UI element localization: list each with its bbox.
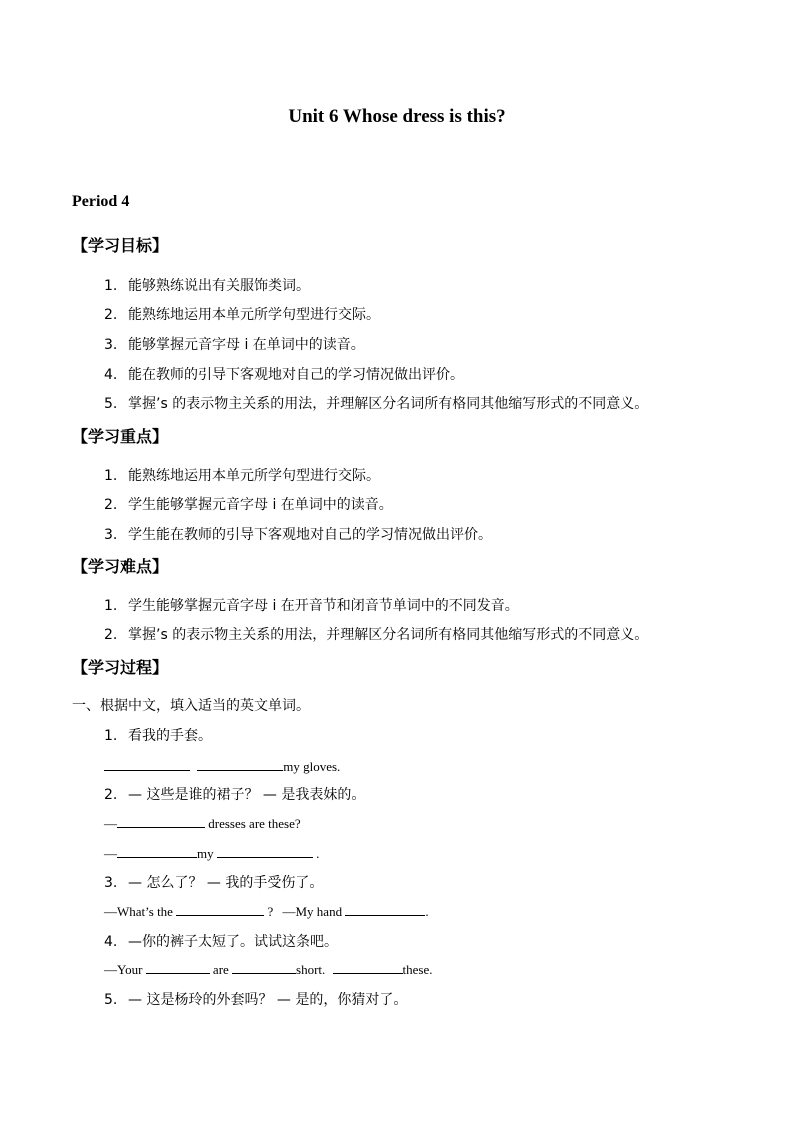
goals-heading: 【学习目标】 xyxy=(72,236,169,255)
q2-blank-3[interactable] xyxy=(217,845,313,858)
key-heading: 【学习重点】 xyxy=(72,427,169,446)
key-item-3: 3. 学生能在教师的引导下客观地对自己的学习情况做出评价。 xyxy=(104,527,492,543)
q4-english: —Your are short. these. xyxy=(104,962,433,977)
q4-chinese: 4. —你的裤子太短了。试试这条吧。 xyxy=(104,934,338,950)
q2-chinese: 2. — 这些是谁的裙子？ — 是我表妹的。 xyxy=(104,787,366,803)
period-label: Period 4 xyxy=(72,193,130,210)
q4-blank-2[interactable] xyxy=(232,961,296,974)
key-item-1: 1. 能熟练地运用本单元所学句型进行交际。 xyxy=(104,468,380,484)
difficult-heading: 【学习难点】 xyxy=(72,557,169,576)
difficult-item-1: 1. 学生能够掌握元音字母 i 在开音节和闭音节单词中的不同发音。 xyxy=(104,598,519,614)
q3-blank-1[interactable] xyxy=(176,903,264,916)
difficult-item-2: 2. 掌握’s 的表示物主关系的用法，并理解区分名词所有格同其他缩写形式的不同意义。 xyxy=(104,627,649,643)
q1-blank-1[interactable] xyxy=(104,758,190,771)
q4-blank-1[interactable] xyxy=(146,961,210,974)
q1-english: my gloves. xyxy=(104,758,340,775)
q5-chinese: 5. — 这是杨玲的外套吗？ — 是的，你猜对了。 xyxy=(104,992,408,1008)
q3-chinese: 3. — 怎么了？ — 我的手受伤了。 xyxy=(104,875,324,891)
q2-blank-1[interactable] xyxy=(117,815,205,828)
q1-chinese: 1. 看我的手套。 xyxy=(104,728,212,744)
q4-blank-3[interactable] xyxy=(333,961,403,974)
q1-blank-2[interactable] xyxy=(197,758,283,771)
q2-blank-2[interactable] xyxy=(117,845,197,858)
goal-item-2: 2. 能熟练地运用本单元所学句型进行交际。 xyxy=(104,307,380,323)
key-item-2: 2. 学生能够掌握元音字母 i 在单词中的读音。 xyxy=(104,497,393,513)
goal-item-4: 4. 能在教师的引导下客观地对自己的学习情况做出评价。 xyxy=(104,367,464,383)
part1-instruction: 一、根据中文，填入适当的英文单词。 xyxy=(72,698,310,714)
goal-item-5: 5. 掌握’s 的表示物主关系的用法，并理解区分名词所有格同其他缩写形式的不同意义。 xyxy=(104,396,649,412)
page-title: Unit 6 Whose dress is this? xyxy=(288,106,506,127)
q3-blank-2[interactable] xyxy=(345,903,425,916)
process-heading: 【学习过程】 xyxy=(72,658,169,677)
goal-item-1: 1. 能够熟练说出有关服饰类词。 xyxy=(104,278,310,294)
q2-english-2: — my . xyxy=(104,846,320,861)
q2-english-1: — dresses are these? xyxy=(104,816,301,831)
q3-english: —What’s the ? —My hand . xyxy=(104,904,429,919)
goal-item-3: 3. 能够掌握元音字母 i 在单词中的读音。 xyxy=(104,337,365,353)
